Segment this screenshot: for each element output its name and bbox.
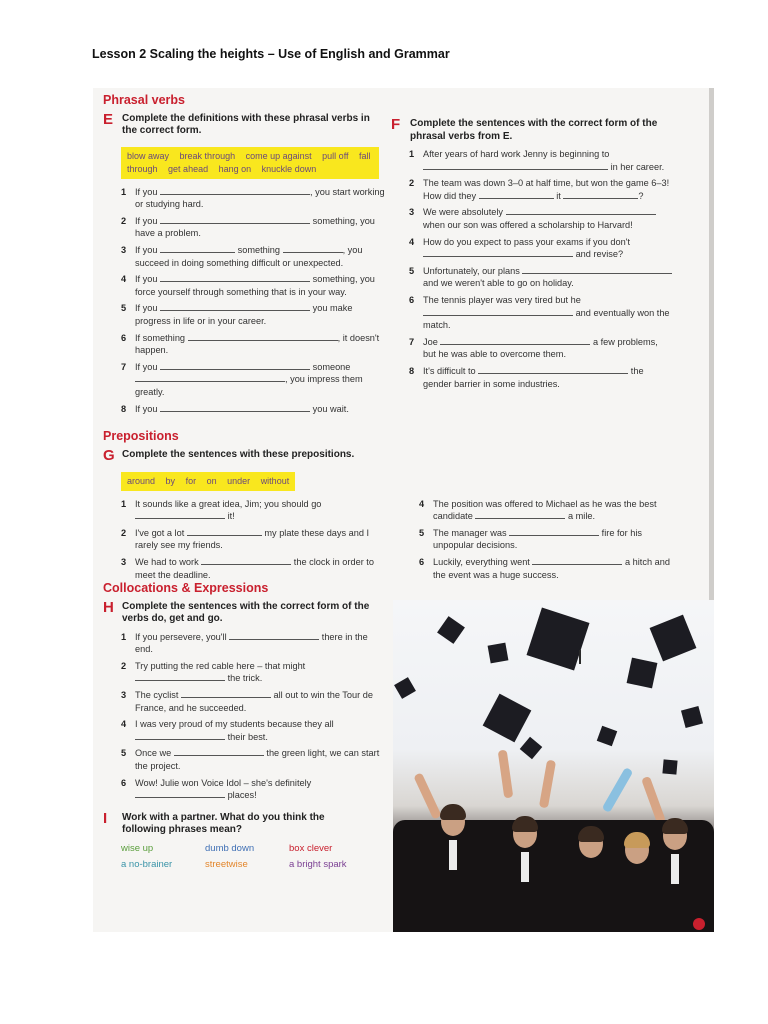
answer-blank[interactable] <box>423 161 608 170</box>
list-item <box>103 403 385 416</box>
list-item <box>103 747 385 772</box>
item-number: 5 <box>121 303 127 314</box>
word: without <box>260 475 290 486</box>
item-text: I've got a lot <box>135 527 185 538</box>
answer-blank[interactable] <box>174 747 264 756</box>
answer-blank[interactable] <box>522 265 672 274</box>
item-number: 1 <box>409 149 415 159</box>
item-text: the trick. <box>227 673 263 684</box>
collocations-section <box>103 582 385 872</box>
list-item <box>103 302 385 327</box>
list-item <box>103 244 385 269</box>
page-header: Lesson 2 Scaling the heights – Use of English and Grammar <box>92 47 450 61</box>
list-item <box>391 236 673 261</box>
item-text: We had to work <box>135 556 199 567</box>
phrase: a bright spark <box>289 859 347 871</box>
list-item <box>391 177 673 202</box>
answer-blank[interactable] <box>135 731 225 740</box>
phrasal-verbs-section <box>103 94 385 419</box>
phrase: a no-brainer <box>121 859 173 871</box>
item-text: it! <box>227 511 235 522</box>
item-text: If you persevere, you'll <box>135 631 227 642</box>
item-number: 7 <box>121 361 127 372</box>
item-number: 4 <box>419 498 425 509</box>
item-text: and revise? <box>575 249 624 260</box>
item-number: 5 <box>121 748 127 759</box>
exercise-f-header <box>391 118 673 143</box>
item-number: 1 <box>121 631 127 642</box>
item-text: I was very proud of my students because they all <box>135 719 334 730</box>
exercise-letter: G <box>103 446 115 464</box>
word: come up against <box>245 150 312 161</box>
word-box-phrasal-verbs <box>121 147 379 179</box>
item-number: 3 <box>121 556 127 567</box>
prepositions-left <box>103 498 385 586</box>
shirt-collar <box>521 852 529 882</box>
item-text: the clock in order to meet the deadline. <box>135 556 374 580</box>
list-item <box>103 556 385 581</box>
item-number: 3 <box>121 244 127 255</box>
graduation-cap-icon <box>627 658 658 689</box>
item-text: It sounds like a great idea, Jim; you should go <box>135 498 322 509</box>
word: blow away <box>127 150 170 161</box>
item-text: and eventually won the match. <box>423 307 670 331</box>
item-text: The tennis player was very tired but he <box>423 294 581 305</box>
item-text: you make progress in life or in your career. <box>135 303 353 326</box>
graduation-cap-icon <box>394 677 416 699</box>
section-title-phrasal-verbs: Phrasal verbs <box>103 93 185 107</box>
raised-arm <box>539 760 556 809</box>
answer-blank[interactable] <box>423 248 573 257</box>
item-number: 6 <box>121 777 127 788</box>
exercise-h-header <box>103 598 385 626</box>
list-item <box>401 498 683 523</box>
phrase: wise up <box>121 842 154 854</box>
item-text: the green light, we can start the project. <box>135 748 380 771</box>
phrase: box clever <box>289 842 333 854</box>
item-text: After years of hard work Jenny is beginning to <box>423 149 610 159</box>
list-item <box>391 365 673 390</box>
item-text: their best. <box>227 731 268 742</box>
answer-blank[interactable] <box>283 244 343 253</box>
raised-arm <box>602 767 634 813</box>
item-number: 8 <box>409 365 415 376</box>
item-text: How do you expect to pass your exams if you don't <box>423 236 631 247</box>
list-item <box>401 556 683 581</box>
answer-blank[interactable] <box>160 361 310 370</box>
item-text: If you <box>135 244 158 255</box>
item-text: a few problems, but he was able to overcome them. <box>423 336 658 360</box>
item-text: Try putting the red cable here – that might <box>135 660 306 671</box>
exercise-instruction: Complete the sentences with these prepositions. <box>122 448 355 460</box>
exercise-letter: H <box>103 598 114 616</box>
item-text: my plate these days and I rarely see my friends. <box>135 527 370 551</box>
item-text: a mile. <box>567 511 596 522</box>
answer-blank[interactable] <box>160 186 310 195</box>
item-number: 6 <box>121 332 127 343</box>
item-text: and we weren't able to go on holiday. <box>423 278 574 289</box>
item-number: 2 <box>409 178 415 189</box>
item-text: fire for his unpopular decisions. <box>433 527 643 551</box>
exercise-letter: I <box>103 809 108 827</box>
tassel <box>579 650 581 664</box>
raised-arm <box>641 776 666 824</box>
answer-blank[interactable] <box>532 556 622 565</box>
word: pull off <box>322 150 349 161</box>
item-number: 4 <box>409 236 415 247</box>
item-text: Wow! Julie won Voice Idol – she's definitely <box>135 777 312 788</box>
list-item <box>401 527 683 552</box>
item-text: If you <box>135 186 158 197</box>
exercise-f-section <box>391 118 673 394</box>
phrase: dumb down <box>205 842 255 854</box>
list-item <box>103 498 385 523</box>
item-text: The manager was <box>433 527 507 538</box>
answer-blank[interactable] <box>135 510 225 519</box>
item-text: Joe <box>423 336 438 347</box>
prepositions-section <box>103 430 683 585</box>
raised-arm <box>498 750 514 799</box>
item-text: If something <box>135 332 186 343</box>
answer-blank[interactable] <box>160 273 310 282</box>
hair <box>440 804 466 820</box>
shirt-collar <box>449 840 457 870</box>
list-item <box>391 206 673 231</box>
item-text: Once we <box>135 748 172 759</box>
hair <box>512 816 538 832</box>
word: under <box>227 475 251 486</box>
graduation-cap-icon <box>483 694 532 743</box>
item-text: all out to win the Tour de France, and he succeeded. <box>135 689 373 713</box>
graduation-cap-icon <box>681 706 703 728</box>
item-text: it <box>556 190 561 201</box>
answer-blank[interactable] <box>563 190 638 199</box>
item-number: 6 <box>409 294 415 305</box>
item-number: 3 <box>409 207 415 218</box>
item-number: 1 <box>121 498 127 509</box>
word: for <box>185 475 197 486</box>
answer-blank[interactable] <box>229 631 319 640</box>
item-number: 3 <box>121 689 127 700</box>
exercise-instruction: Complete the sentences with the correct form of the phrasal verbs from E. <box>410 118 658 142</box>
exercise-e-header <box>103 110 385 138</box>
item-text: someone <box>312 361 351 372</box>
word: on <box>206 475 217 486</box>
item-text: , you start working or studying hard. <box>135 186 385 210</box>
answer-blank[interactable] <box>181 689 271 698</box>
list-item <box>103 689 385 714</box>
item-text: If you <box>135 274 158 285</box>
answer-blank[interactable] <box>509 527 599 536</box>
exercise-instruction: Complete the definitions with these phrasal verbs in the correct form. <box>122 112 370 137</box>
exercise-letter: F <box>391 116 401 133</box>
item-text: in her career. <box>610 161 665 172</box>
answer-blank[interactable] <box>479 190 554 199</box>
item-text: there in the end. <box>135 631 368 655</box>
item-text: We were absolutely <box>423 207 504 218</box>
item-text: It's difficult to <box>423 365 476 376</box>
word: get ahead <box>168 163 209 174</box>
list-item <box>103 186 385 211</box>
exercise-letter: E <box>103 110 114 128</box>
answer-blank[interactable] <box>478 365 628 374</box>
item-text: Unfortunately, our plans <box>423 265 520 276</box>
item-text: , you impress them greatly. <box>135 374 363 397</box>
answer-blank[interactable] <box>423 307 573 316</box>
item-number: 2 <box>121 215 127 226</box>
item-number: 4 <box>121 719 127 730</box>
item-number: 4 <box>121 274 127 285</box>
item-number: 5 <box>419 527 425 538</box>
hair <box>624 832 650 848</box>
exercise-instruction: Complete the sentences with the correct form of the verbs do, get and go. <box>122 600 370 625</box>
item-text: something, you have a problem. <box>135 215 375 239</box>
answer-blank[interactable] <box>135 789 225 798</box>
raised-arm <box>413 772 441 819</box>
answer-blank[interactable] <box>160 244 235 253</box>
item-text: a hitch and the event was a huge success. <box>433 556 670 580</box>
item-text: , it doesn't happen. <box>135 332 380 356</box>
answer-blank[interactable] <box>187 527 262 536</box>
item-text: If you <box>135 303 158 314</box>
item-text: places! <box>227 790 257 801</box>
list-item <box>103 273 385 298</box>
answer-blank[interactable] <box>188 332 338 341</box>
answer-blank[interactable] <box>506 206 656 215</box>
item-number: 2 <box>121 660 127 671</box>
item-text: If you <box>135 403 158 414</box>
list-item <box>103 527 385 552</box>
list-item <box>391 294 673 332</box>
word: fall through <box>127 150 371 174</box>
graduation-photo <box>393 600 714 932</box>
answer-blank[interactable] <box>160 403 310 412</box>
shirt-collar <box>671 854 679 884</box>
answer-blank[interactable] <box>475 510 565 519</box>
answer-blank[interactable] <box>160 302 310 311</box>
word-box-prepositions <box>121 472 295 491</box>
scanned-textbook-page <box>93 88 714 932</box>
item-text: something <box>237 244 280 255</box>
word: knuckle down <box>261 163 317 174</box>
hair <box>578 826 604 842</box>
list-item <box>103 215 385 240</box>
section-title-collocations: Collocations & Expressions <box>103 581 269 595</box>
item-number: 7 <box>409 336 415 347</box>
item-text: ? <box>638 190 644 201</box>
list-item <box>103 777 385 802</box>
graduation-cap-icon <box>650 615 697 662</box>
list-item <box>103 631 385 656</box>
section-title-prepositions: Prepositions <box>103 429 179 443</box>
answer-blank[interactable] <box>160 215 310 224</box>
graduation-cap-icon <box>488 643 509 664</box>
item-text: the gender barrier in some industries. <box>423 365 644 389</box>
word: by <box>165 475 176 486</box>
item-number: 6 <box>419 556 425 567</box>
list-item <box>103 332 385 357</box>
word: hang on <box>218 163 252 174</box>
word: around <box>127 475 156 486</box>
item-text: The position was offered to Michael as he was the best candidate <box>433 498 657 522</box>
list-item <box>103 361 385 399</box>
word: break through <box>179 150 236 161</box>
phrase: streetwise <box>205 859 248 871</box>
item-text: you wait. <box>312 403 349 414</box>
item-text: If you <box>135 361 158 372</box>
red-marker <box>693 918 705 930</box>
list-item <box>391 148 673 173</box>
list-item <box>103 718 385 743</box>
graduation-cap-icon <box>437 616 465 644</box>
item-number: 2 <box>121 527 127 538</box>
item-number: 8 <box>121 403 127 414</box>
exercise-i-header <box>103 809 385 837</box>
prepositions-right <box>401 498 683 586</box>
item-number: 1 <box>121 186 127 197</box>
exercise-instruction: Work with a partner. What do you think the following phrases mean? <box>122 811 325 836</box>
answer-blank[interactable] <box>135 672 225 681</box>
item-text: something, you force yourself through something that is in your way. <box>135 274 375 297</box>
list-item <box>391 336 673 361</box>
item-text: The cyclist <box>135 689 179 700</box>
list-item <box>103 660 385 685</box>
graduation-cap-icon <box>597 726 618 747</box>
item-text: If you <box>135 215 158 226</box>
item-text: , you succeed in doing something difficult or unexpected. <box>135 244 363 268</box>
answer-blank[interactable] <box>440 336 590 345</box>
item-text: The team was down 3–0 at half time, but won the game 6–3! How did they <box>423 178 670 201</box>
answer-blank[interactable] <box>201 556 291 565</box>
answer-blank[interactable] <box>135 373 285 382</box>
hair <box>662 818 688 834</box>
item-text: when our son was offered a scholarship to Harvard! <box>423 219 633 230</box>
graduation-cap-icon <box>662 759 677 774</box>
list-item <box>391 265 673 290</box>
item-number: 5 <box>409 265 415 276</box>
item-text: Luckily, everything went <box>433 556 530 567</box>
graduation-cap-icon <box>520 737 543 760</box>
exercise-g-header <box>103 446 683 464</box>
phrase-grid <box>121 843 385 872</box>
